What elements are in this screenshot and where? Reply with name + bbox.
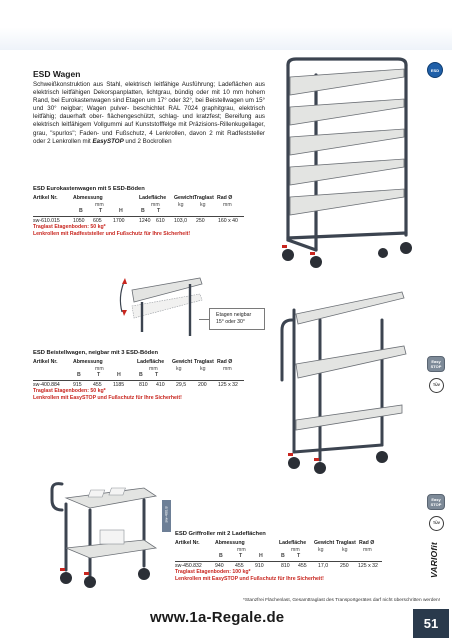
website-url[interactable]: www.1a-Regale.de	[150, 609, 285, 626]
data-cell: 125 x 32	[218, 381, 238, 388]
col-header: Abmessung	[73, 359, 103, 365]
table-title: ESD Eurokastenwagen mit 5 ESD-Böden	[33, 186, 145, 192]
dim-cell: T	[155, 372, 159, 379]
intro-line: flächengeschützt, schlag- und kratzfest; Bereifung aus elektrisch	[33, 113, 265, 129]
table-header-row	[175, 540, 382, 547]
unit-cell: kg	[342, 546, 348, 553]
data-cell: 1240	[139, 217, 151, 224]
intro-line: Schweißkonstruktion aus Stahl, elektrisch leitfähige Ausführung;	[33, 81, 216, 88]
unit-cell: kg	[200, 365, 206, 372]
vertical-label-text: sw-400.8	[163, 506, 169, 523]
data-cell: 455	[298, 562, 307, 569]
data-cell: 250	[340, 562, 349, 569]
data-cell: 250	[196, 217, 205, 224]
data-cell: 125 x 32	[358, 562, 378, 569]
esd-badge-icon: ESD	[427, 62, 443, 78]
table-units-row	[33, 366, 244, 373]
unit-cell: mm	[223, 201, 232, 208]
side-trolley-illustration	[262, 280, 422, 475]
table-note: Lenkrollen mit Radfeststeller und Fußschutz für Ihre Sicherheit!	[33, 230, 191, 237]
tuv-label: TÜV	[433, 383, 440, 387]
col-header: Traglast	[336, 540, 356, 546]
unit-cell: mm	[291, 546, 300, 553]
table-dims-row	[175, 553, 382, 560]
table-euro-box-trolley	[33, 186, 244, 237]
dim-cell: B	[77, 372, 81, 379]
table-units-row	[175, 547, 382, 554]
col-header: Gewicht	[314, 540, 335, 546]
handle-trolley-illustration	[40, 470, 160, 590]
table-title: ESD Griffroller mit 2 Ladeflächen	[175, 531, 266, 537]
table-header-row	[33, 359, 244, 366]
data-cell: 610	[156, 217, 165, 224]
callout-line	[199, 319, 209, 320]
variofit-logo	[425, 538, 441, 584]
intro-line: oder mit 10 mm hohem Rand, bei Eurokastenwagen sind Etagen um 17°	[33, 89, 265, 105]
intro-tail: und 2 Bockrollen	[123, 137, 172, 145]
table-dims-row	[33, 372, 244, 379]
intro-heading: ESD Wagen	[33, 69, 81, 79]
col-header: Ladefläche	[139, 195, 167, 201]
intro-line: grau, "spurlos"; Faden- und Fußschutz, 4 Lenkrollen, davon 2 mit	[33, 129, 225, 137]
table-row	[33, 380, 244, 389]
top-band	[0, 0, 452, 50]
col-header: Abmessung	[73, 195, 103, 201]
tilt-shelf-detail-illustration	[112, 272, 207, 342]
tuv-badge-icon	[429, 516, 444, 531]
easystop-brand: EasySTOP	[92, 137, 124, 145]
col-header: Ladefläche	[137, 359, 165, 365]
intro-text	[33, 81, 265, 146]
data-cell: 1700	[113, 217, 125, 224]
dim-cell: H	[117, 372, 121, 379]
callout-line1: Etagen neigbar	[216, 312, 252, 318]
easystop-badge-icon: Easy STOP	[427, 356, 445, 372]
data-cell: 1050	[73, 217, 85, 224]
data-cell: 17,0	[318, 562, 329, 569]
dim-cell: T	[239, 553, 243, 560]
dim-cell: B	[219, 553, 223, 560]
col-header: Ladefläche	[279, 540, 307, 546]
unit-cell: mm	[95, 365, 104, 372]
unit-cell: mm	[95, 201, 104, 208]
table-note: Lenkrollen mit EasySTOP und Fußschutz für Ihre Sicherheit!	[175, 575, 324, 582]
unit-cell: mm	[151, 201, 160, 208]
col-header: Artikel Nr.	[33, 195, 58, 201]
intro-line: leitfähigem Vollgummi auf Kunststofffelge mit Präzisions-Rillenkugellager,	[61, 121, 265, 129]
tilt-callout	[209, 308, 265, 330]
euro-box-trolley-illustration	[268, 55, 424, 270]
table-note: Traglast Etagenboden: 100 kg*	[175, 569, 251, 576]
unit-cell: mm	[223, 365, 232, 372]
col-header: Gewicht	[174, 195, 195, 201]
col-header: Traglast	[194, 359, 214, 365]
callout-line2: 15° oder 30°	[216, 318, 245, 325]
table-side-trolley	[33, 350, 244, 401]
intro-line: oder 32°, bei Beistellwagen um 15° und 30° neigbar; Wagen pulver-	[33, 97, 265, 113]
col-header: Artikel Nr.	[175, 540, 200, 546]
data-cell: 915	[73, 381, 82, 388]
table-title: ESD Beistellwagen, neigbar mit 3 ESD-Böden	[33, 350, 158, 356]
intro-line: Ladeflächen aus elektrisch leitfähigen Dekorspanplatten, lichtgrau, bündig	[33, 81, 265, 97]
dim-cell: B	[139, 372, 143, 379]
footnote: *Stanzfrei Flächenlast, Gesamttraglast des Transportgerätes darf nicht überschritten werden!	[243, 598, 441, 603]
dim-cell: T	[157, 208, 161, 215]
table-header-row	[33, 195, 244, 202]
table-row	[33, 216, 244, 225]
dim-cell: B	[281, 553, 285, 560]
easystop-badge-icon: Easy STOP	[427, 494, 445, 510]
col-header: Rad Ø	[217, 359, 233, 365]
data-cell: 1185	[113, 381, 125, 388]
article-number: sw-450.832	[175, 562, 202, 569]
variofit-logo-text: VARIOfit	[429, 542, 439, 578]
col-header: Gewicht	[172, 359, 193, 365]
data-cell: 940	[215, 562, 224, 569]
tuv-label: TÜV	[433, 521, 440, 525]
unit-cell: mm	[149, 365, 158, 372]
intro-line: Radfeststeller oder 2 Lenkrollen mit	[33, 129, 265, 145]
data-cell: 455	[93, 381, 102, 388]
table-dims-row	[33, 208, 244, 215]
dim-cell: H	[119, 208, 123, 215]
intro-line: beschichtet RAL 7024 graphitgrau, elektrisch leitfähig; dauerhaft ober-	[33, 105, 265, 121]
unit-cell: kg	[176, 365, 182, 372]
intro-section	[33, 69, 265, 146]
vertical-article-label	[162, 500, 171, 532]
dim-cell: B	[79, 208, 83, 215]
col-header: Traglast	[194, 195, 214, 201]
data-cell: 810	[281, 562, 290, 569]
col-header: Rad Ø	[359, 540, 375, 546]
table-units-row	[33, 202, 244, 209]
table-handle-trolley	[175, 531, 382, 582]
data-cell: 455	[235, 562, 244, 569]
table-row	[175, 561, 382, 570]
page-number: 51	[413, 609, 449, 638]
unit-cell: kg	[200, 201, 206, 208]
data-cell: 29,5	[176, 381, 187, 388]
data-cell: 910	[255, 562, 264, 569]
data-cell: 605	[93, 217, 102, 224]
data-cell: 160 x 40	[218, 217, 238, 224]
article-number: sw-610.015	[33, 217, 60, 224]
col-header: Rad Ø	[217, 195, 233, 201]
unit-cell: kg	[178, 201, 184, 208]
col-header: Abmessung	[215, 540, 245, 546]
tuv-badge-icon	[429, 378, 444, 393]
data-cell: 410	[156, 381, 165, 388]
table-note: Traglast Etagenboden: 50 kg*	[33, 224, 106, 231]
unit-cell: mm	[237, 546, 246, 553]
unit-cell: kg	[318, 546, 324, 553]
col-header: Artikel Nr.	[33, 359, 58, 365]
dim-cell: T	[97, 372, 101, 379]
table-note: Lenkrollen mit EasySTOP und Fußschutz für Ihre Sicherheit!	[33, 394, 182, 401]
data-cell: 103,0	[174, 217, 187, 224]
table-note: Traglast Etagenboden: 50 kg*	[33, 388, 106, 395]
dim-cell: T	[297, 553, 301, 560]
dim-cell: T	[99, 208, 103, 215]
unit-cell: mm	[363, 546, 372, 553]
data-cell: 200	[198, 381, 207, 388]
dim-cell: B	[141, 208, 145, 215]
dim-cell: H	[259, 553, 263, 560]
data-cell: 810	[139, 381, 148, 388]
article-number: sw-400.884	[33, 381, 60, 388]
